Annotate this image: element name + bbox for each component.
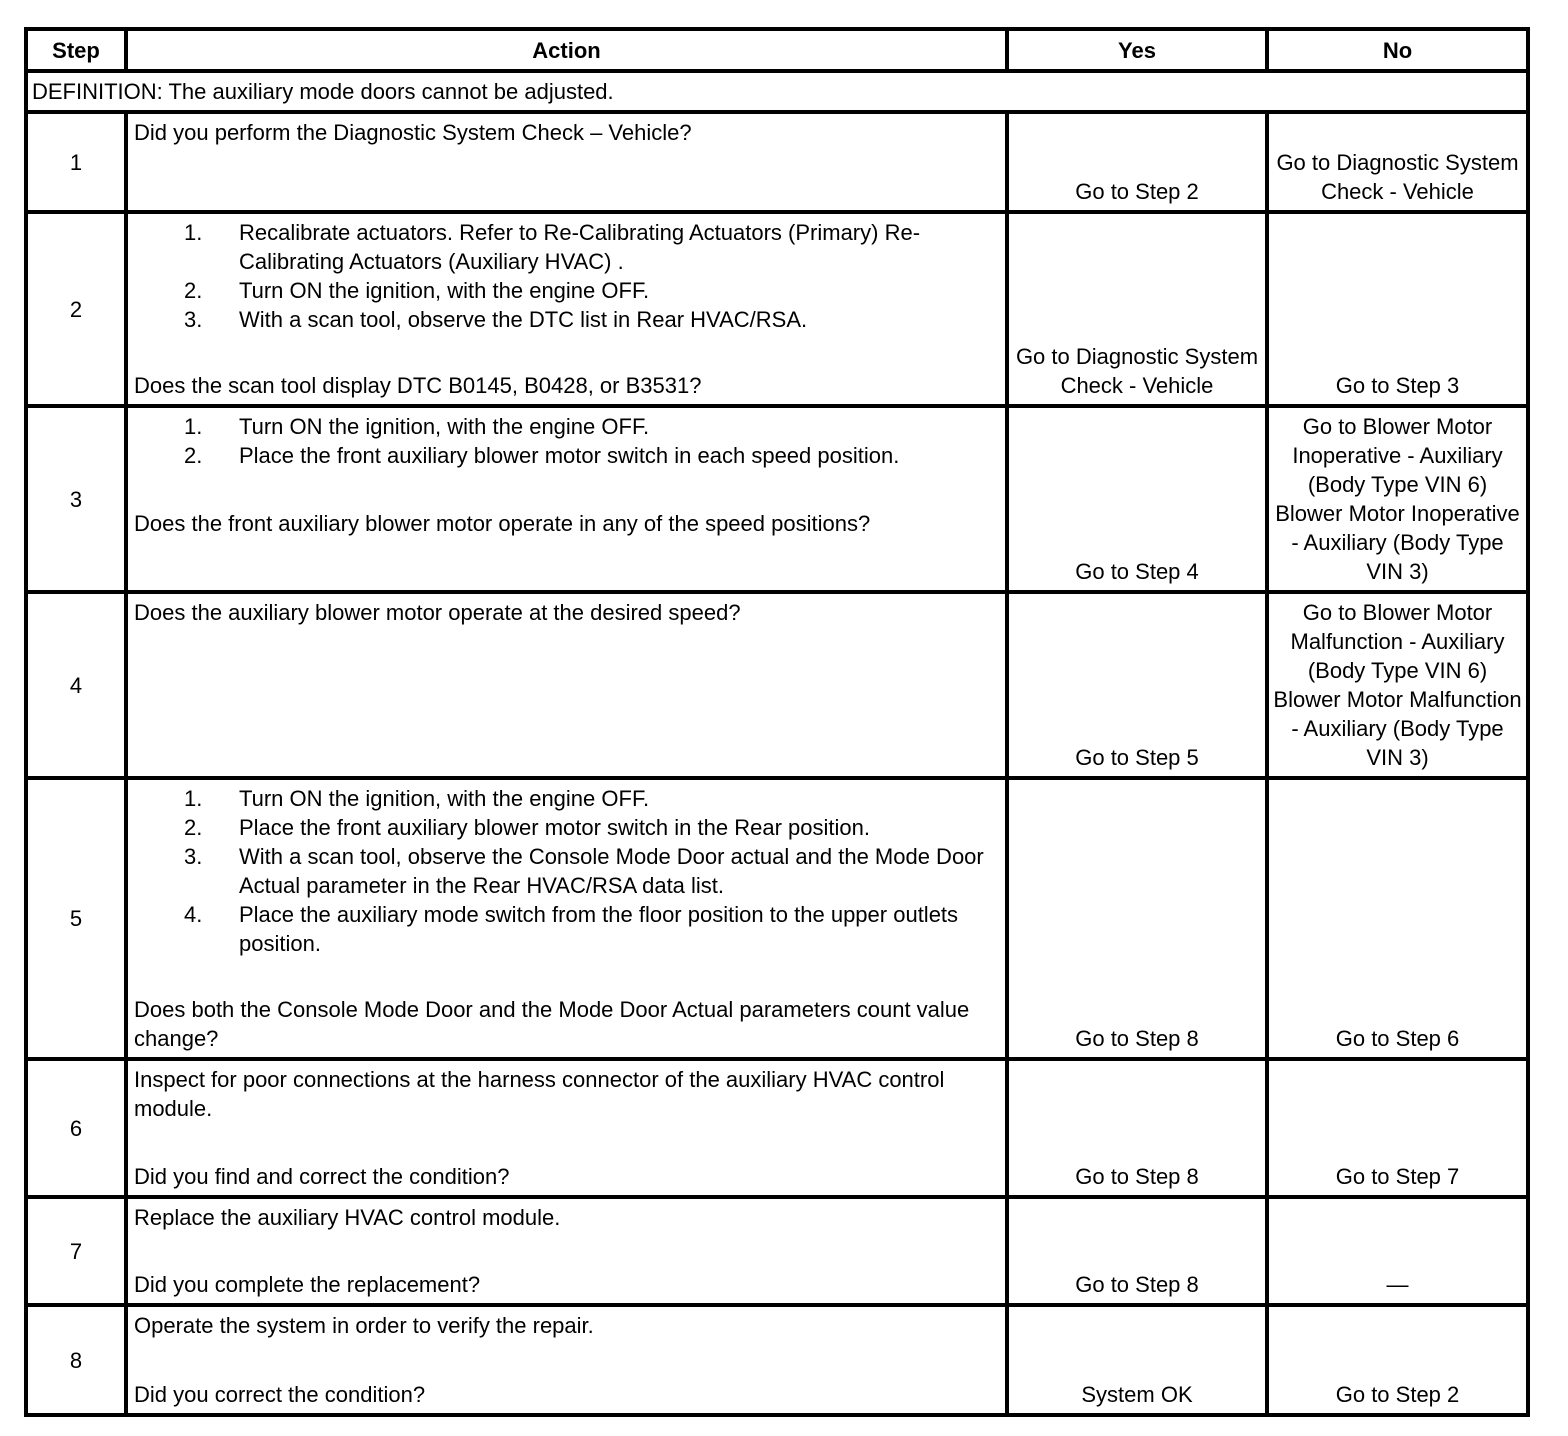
intro-text: Inspect for poor connections at the harness connector of the auxiliary HVAC control module.: [134, 1067, 945, 1121]
instruction-number: 1.: [184, 414, 203, 439]
step-number: 3: [26, 406, 126, 592]
question-text: Did you correct the condition?: [134, 1382, 426, 1407]
instruction-text: Place the front auxiliary blower motor switch in the Rear position.: [239, 815, 870, 840]
instruction-number: 2.: [184, 815, 203, 840]
step-number: 2: [26, 212, 126, 406]
table-row: [26, 406, 1528, 592]
header-action: Action: [126, 29, 1007, 71]
no-cell: Go to Blower Motor Inoperative - Auxiliary (Body Type VIN 6) Blower Motor Inoperative - Auxiliary (Body Type VIN 3): [1267, 406, 1528, 592]
table-row: [26, 212, 1528, 406]
header-no: No: [1267, 29, 1528, 71]
instruction-list: [134, 218, 999, 334]
intro-text: Replace the auxiliary HVAC control module.: [134, 1205, 561, 1230]
action-cell: [126, 1059, 1007, 1197]
instruction-text: With a scan tool, observe the Console Mode Door actual and the Mode Door Actual parameter in the Rear HVAC/RSA data list.: [239, 844, 984, 898]
yes-cell: Go to Step 8: [1007, 778, 1267, 1059]
definition-text: DEFINITION: The auxiliary mode doors cannot be adjusted.: [26, 71, 1528, 112]
instruction-item: [184, 276, 999, 305]
no-cell: Go to Step 7: [1267, 1059, 1528, 1197]
instruction-number: 1.: [184, 220, 203, 245]
no-cell: —: [1267, 1197, 1528, 1305]
question-text: Does the auxiliary blower motor operate at the desired speed?: [134, 600, 741, 625]
action-cell: [126, 592, 1007, 778]
instruction-number: 3.: [184, 307, 203, 332]
instruction-number: 2.: [184, 278, 203, 303]
no-cell: Go to Diagnostic System Check - Vehicle: [1267, 112, 1528, 212]
action-cell: [126, 1197, 1007, 1305]
instruction-item: [184, 305, 999, 334]
table-row: [26, 1059, 1528, 1197]
instruction-text: Turn ON the ignition, with the engine OFF.: [239, 414, 650, 439]
step-number: 6: [26, 1059, 126, 1197]
table-row: [26, 778, 1528, 1059]
instruction-text: Place the front auxiliary blower motor switch in each speed position.: [239, 443, 900, 468]
header-step: Step: [26, 29, 126, 71]
yes-cell: Go to Step 8: [1007, 1197, 1267, 1305]
header-row: [26, 29, 1528, 71]
intro-text: Operate the system in order to verify the repair.: [134, 1313, 594, 1338]
no-cell: Go to Step 6: [1267, 778, 1528, 1059]
yes-cell: Go to Step 8: [1007, 1059, 1267, 1197]
instruction-item: [184, 412, 999, 441]
question-text: Did you complete the replacement?: [134, 1272, 481, 1297]
no-cell: Go to Step 3: [1267, 212, 1528, 406]
question-text: Did you find and correct the condition?: [134, 1164, 510, 1189]
yes-cell: System OK: [1007, 1305, 1267, 1415]
instruction-text: With a scan tool, observe the DTC list in Rear HVAC/RSA.: [239, 307, 808, 332]
question-text: Did you perform the Diagnostic System Check – Vehicle?: [134, 120, 692, 145]
instruction-text: Turn ON the ignition, with the engine OFF.: [239, 278, 650, 303]
instruction-number: 3.: [184, 844, 203, 869]
instruction-item: [184, 842, 999, 900]
instruction-item: [184, 813, 999, 842]
table-row: [26, 1197, 1528, 1305]
header-yes: Yes: [1007, 29, 1267, 71]
action-cell: [126, 212, 1007, 406]
instruction-item: [184, 784, 999, 813]
step-number: 8: [26, 1305, 126, 1415]
diagnostic-table: [24, 27, 1530, 1417]
table-row: [26, 592, 1528, 778]
step-number: 4: [26, 592, 126, 778]
instruction-number: 4.: [184, 902, 203, 927]
no-cell: Go to Step 2: [1267, 1305, 1528, 1415]
step-number: 1: [26, 112, 126, 212]
instruction-list: [134, 784, 999, 958]
action-cell: [126, 1305, 1007, 1415]
step-number: 5: [26, 778, 126, 1059]
question-text: Does both the Console Mode Door and the Mode Door Actual parameters count value change?: [134, 997, 970, 1051]
yes-cell: Go to Step 4: [1007, 406, 1267, 592]
instruction-item: [184, 900, 999, 958]
instruction-text: Place the auxiliary mode switch from the floor position to the upper outlets position.: [239, 902, 959, 956]
question-text: Does the front auxiliary blower motor operate in any of the speed positions?: [134, 511, 871, 536]
instruction-number: 2.: [184, 443, 203, 468]
no-cell: Go to Blower Motor Malfunction - Auxiliary (Body Type VIN 6) Blower Motor Malfunction - Auxiliary (Body Type VIN 3): [1267, 592, 1528, 778]
table-row: [26, 112, 1528, 212]
question-text: Does the scan tool display DTC B0145, B0428, or B3531?: [134, 373, 702, 398]
instruction-list: [134, 412, 999, 470]
instruction-number: 1.: [184, 786, 203, 811]
yes-cell: Go to Step 5: [1007, 592, 1267, 778]
definition-row: [26, 71, 1528, 112]
action-cell: [126, 112, 1007, 212]
instruction-item: [184, 441, 999, 470]
action-cell: [126, 406, 1007, 592]
instruction-item: [184, 218, 999, 276]
step-number: 7: [26, 1197, 126, 1305]
instruction-text: Turn ON the ignition, with the engine OFF.: [239, 786, 650, 811]
yes-cell: Go to Diagnostic System Check - Vehicle: [1007, 212, 1267, 406]
action-cell: [126, 778, 1007, 1059]
table-row: [26, 1305, 1528, 1415]
yes-cell: Go to Step 2: [1007, 112, 1267, 212]
instruction-text: Recalibrate actuators. Refer to Re-Calibrating Actuators (Primary) Re-Calibrating Actuators (Auxiliary HVAC) .: [239, 220, 921, 274]
